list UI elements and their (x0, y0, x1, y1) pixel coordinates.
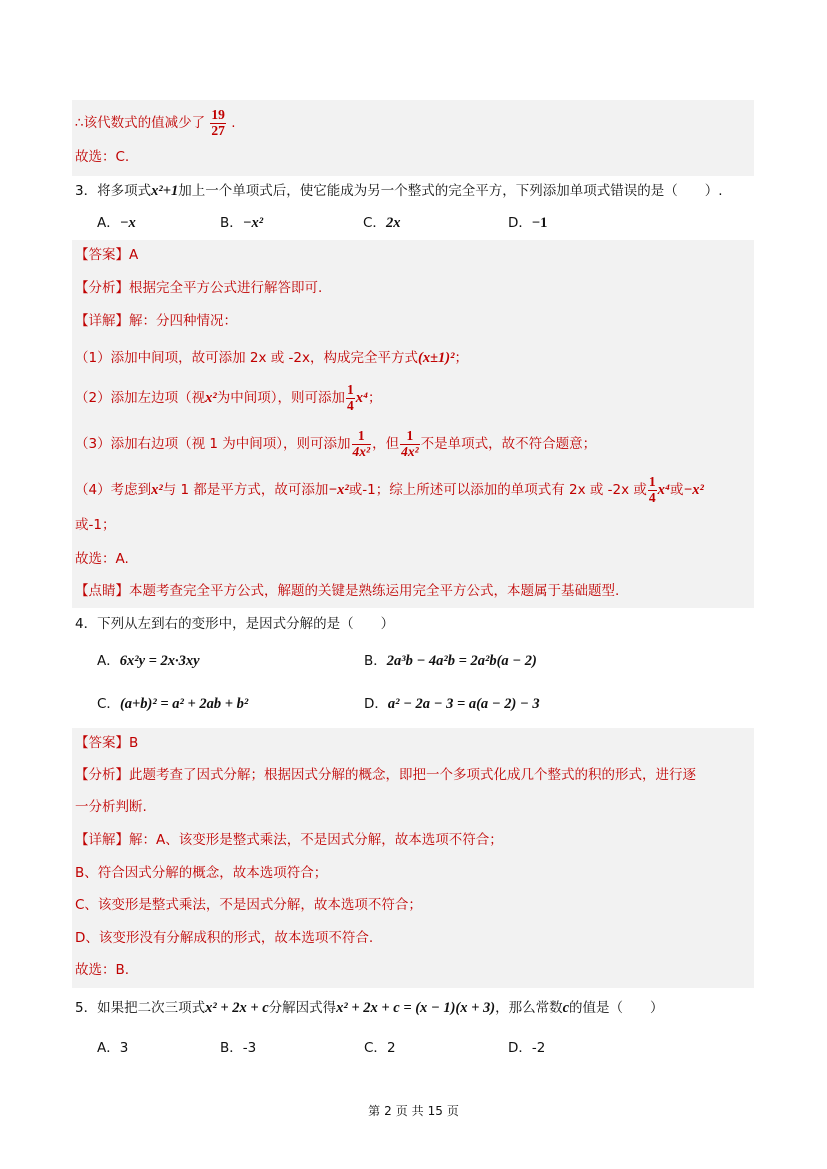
q4-option-a: A．6x²y = 2x·3xy (97, 653, 200, 669)
q3-option-a: A．−x (97, 215, 136, 231)
q4-detail-c: C、该变形是整式乘法，不是因式分解，故本选项不符合； (75, 897, 422, 913)
q3-comment: 【点睛】本题考查完全平方公式，解题的关键是熟练运用完全平方公式，本题属于基础题型. (75, 583, 620, 599)
q4-stem: 4．下列从左到右的变形中，是因式分解的是（ ） (75, 616, 395, 632)
q5-option-a: A．3 (97, 1040, 129, 1056)
q4-analysis-cont: 一分析判断. (75, 799, 147, 815)
q2-choice: 故选：C. (75, 149, 130, 165)
q5-option-d: D．-2 (508, 1040, 546, 1056)
q3-analysis: 【分析】根据完全平方公式进行解答即可. (75, 280, 323, 296)
fraction: $\frac{1}{\text{4x²}}$ (401, 428, 419, 459)
q4-option-b: B．2a³b − 4a²b = 2a²b(a − 2) (364, 653, 537, 669)
q4-analysis: 【分析】此题考查了因式分解；根据因式分解的概念，即把一个多项式化成几个整式的积的形式，进行逐 (75, 767, 696, 783)
q5-option-b: B．-3 (220, 1040, 257, 1056)
page-footer: 第 2 页 共 15 页 (368, 1104, 459, 1118)
fraction: $\frac{1}{4}$ (648, 474, 656, 505)
q3-stem: 3．将多项式x²+1加上一个单项式后，使它能成为另一个整式的完全平方，下列添加单项式错误的是（ ）. (75, 183, 723, 199)
q3-case-2: （2）添加左边项（视x²为中间项），则可添加 $\frac{1}{4}$ x⁴； (75, 382, 382, 413)
fraction: $\frac{1}{\text{4x²}}$ (352, 428, 371, 459)
q3-option-b: B．−x² (220, 215, 264, 231)
q3-case-4: （4）考虑到x²与 1 都是平方式，故可添加−x²或-1；综上所述可以添加的单项式有 2x 或 -2x 或 $\frac{1}{4}$ x⁴或−x² (75, 474, 704, 505)
q4-option-c: C．(a+b)² = a² + 2ab + b² (97, 696, 249, 712)
q5-option-c: C．2 (364, 1040, 396, 1056)
q4-choice: 故选：B. (75, 962, 130, 978)
q4-option-d: D．a² − 2a − 3 = a(a − 2) − 3 (364, 696, 540, 712)
q4-detail-d: D、该变形没有分解成积的形式，故本选项不符合. (75, 930, 374, 946)
q3-case-3: （3）添加右边项（视 1 为中间项），则可添加 $\frac{1}{\text{4x²}}$ ，但 $\frac{1}{\text{4x²}}$ 不是单项式，故不符合题意； (75, 428, 597, 459)
q5-stem: 5．如果把二次三项式x² + 2x + c分解因式得x² + 2x + c = (x − 1)(x + 3)，那么常数c的值是（ ） (75, 1000, 664, 1016)
q4-detail-a: 【详解】解：A、该变形是整式乘法，不是因式分解，故本选项不符合； (75, 832, 503, 848)
q3-case-1: （1）添加中间项，故可添加 2x 或 -2x，构成完全平方式(x±1)²； (75, 350, 468, 366)
q3-choice: 故选：A. (75, 551, 129, 567)
q2-conclusion: ∴该代数式的值减少了 $\frac{19}{27}$ . (75, 107, 236, 138)
q3-case-4-cont: 或-1； (75, 517, 116, 533)
q4-detail-b: B、符合因式分解的概念，故本选项符合； (75, 865, 328, 881)
q3-detail-intro: 【详解】解：分四种情况： (75, 313, 237, 329)
fraction: $\frac{1}{4}$ (346, 382, 354, 413)
q3-answer: 【答案】A (75, 247, 139, 263)
q3-option-c: C．2x (363, 215, 401, 231)
q4-answer: 【答案】B (75, 735, 139, 751)
fraction: $\frac{19}{27}$ (211, 107, 225, 138)
q3-option-d: D．−1 (508, 215, 548, 231)
